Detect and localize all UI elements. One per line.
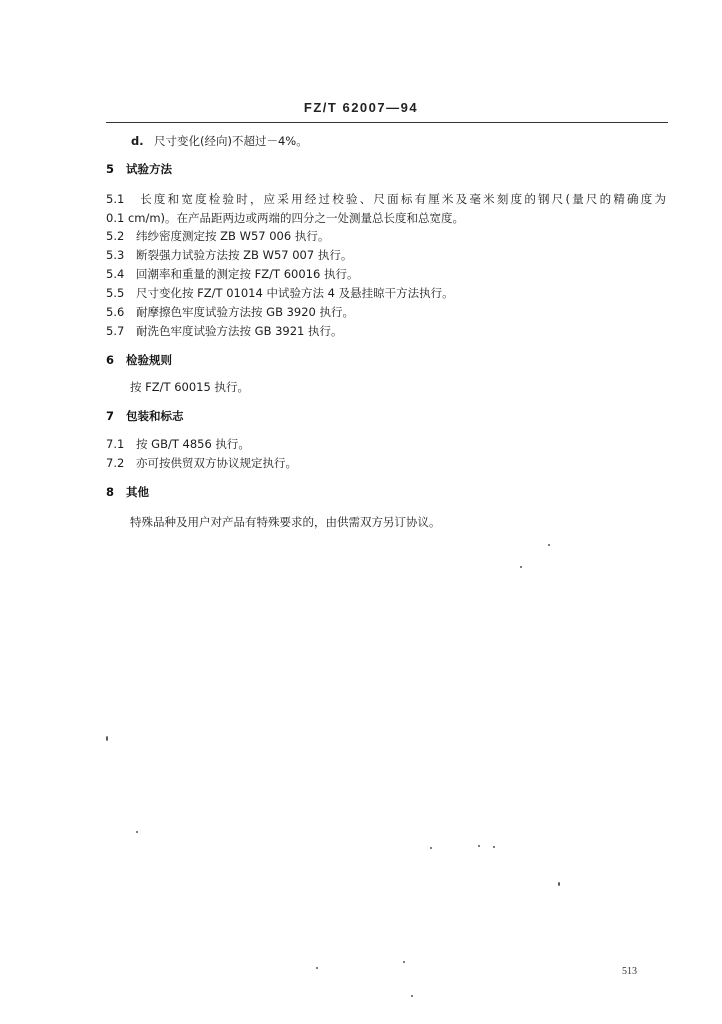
clause-number: 5.6 xyxy=(106,305,125,319)
clause-5-2 xyxy=(106,229,329,243)
clause-d xyxy=(131,134,308,148)
scan-speck xyxy=(520,566,522,568)
clause-text: 亦可按供贸双方协议规定执行。 xyxy=(136,456,297,470)
section-8-body: 特殊品种及用户对产品有特殊要求的，由供需双方另订协议。 xyxy=(130,515,441,529)
section-title: 检验规则 xyxy=(126,353,172,367)
section-title: 包装和标志 xyxy=(126,409,184,423)
clause-5-1-line1 xyxy=(106,192,666,206)
section-title: 其他 xyxy=(126,485,149,499)
clause-text: 耐洗色牢度试验方法按 GB 3921 执行。 xyxy=(136,324,343,338)
clause-text: 尺寸变化按 FZ/T 01014 中试验方法 4 及悬挂晾干方法执行。 xyxy=(136,286,454,300)
clause-number: 7.2 xyxy=(106,456,125,470)
clause-number: 5.3 xyxy=(106,248,125,262)
clause-number: 5.7 xyxy=(106,324,125,338)
clause-7-2 xyxy=(106,456,297,470)
scan-speck xyxy=(106,736,108,741)
scan-speck xyxy=(478,845,480,847)
scan-speck xyxy=(493,846,495,848)
clause-7-1 xyxy=(106,437,250,451)
section-number: 5 xyxy=(106,162,115,176)
scan-speck xyxy=(316,967,318,969)
section-7-heading xyxy=(106,408,184,424)
clause-5-3 xyxy=(106,248,352,262)
clause-number: 5.2 xyxy=(106,229,125,243)
scan-speck xyxy=(403,961,405,963)
clause-5-1-line2: 0.1 cm/m)。在产品距两边或两端的四分之一处测量总长度和总宽度。 xyxy=(106,211,465,225)
scan-speck xyxy=(558,882,560,886)
standard-code-header: FZ/T 62007—94 xyxy=(303,100,419,115)
clause-5-4 xyxy=(106,267,358,281)
scan-speck xyxy=(411,995,413,997)
section-number: 6 xyxy=(106,353,115,367)
clause-number: 7.1 xyxy=(106,437,125,451)
section-number: 7 xyxy=(106,409,115,423)
clause-text: 纬纱密度测定按 ZB W57 006 执行。 xyxy=(136,229,330,243)
section-number: 8 xyxy=(106,485,115,499)
clause-number: 5.5 xyxy=(106,286,125,300)
scan-speck xyxy=(136,831,138,833)
section-5-heading xyxy=(106,161,172,177)
clause-text: 回潮率和重量的测定按 FZ/T 60016 执行。 xyxy=(136,267,359,281)
clause-5-7 xyxy=(106,324,343,338)
header-rule xyxy=(106,122,668,123)
page-number: 513 xyxy=(622,966,637,977)
clause-5-5 xyxy=(106,286,454,300)
section-6-heading xyxy=(106,352,172,368)
scan-speck xyxy=(430,847,432,849)
clause-text: 断裂强力试验方法按 ZB W57 007 执行。 xyxy=(136,248,353,262)
clause-number: 5.1 xyxy=(106,192,125,206)
clause-5-1 xyxy=(106,192,666,206)
clause-5-6 xyxy=(106,305,354,319)
clause-d-text: 尺寸变化(经向)不超过－4%。 xyxy=(154,134,308,148)
section-8-heading xyxy=(106,484,149,500)
clause-text: 耐摩擦色牢度试验方法按 GB 3920 执行。 xyxy=(136,305,355,319)
clause-number: 5.4 xyxy=(106,267,125,281)
clause-text: 长度和宽度检验时，应采用经过校验、尺面标有厘米及毫米刻度的钢尺(量尺的精确度为 xyxy=(138,192,666,206)
clause-d-label: d. xyxy=(131,134,144,148)
section-6-body: 按 FZ/T 60015 执行。 xyxy=(130,380,249,394)
section-title: 试验方法 xyxy=(126,162,172,176)
scan-speck xyxy=(548,544,550,546)
clause-text: 按 GB/T 4856 执行。 xyxy=(136,437,250,451)
